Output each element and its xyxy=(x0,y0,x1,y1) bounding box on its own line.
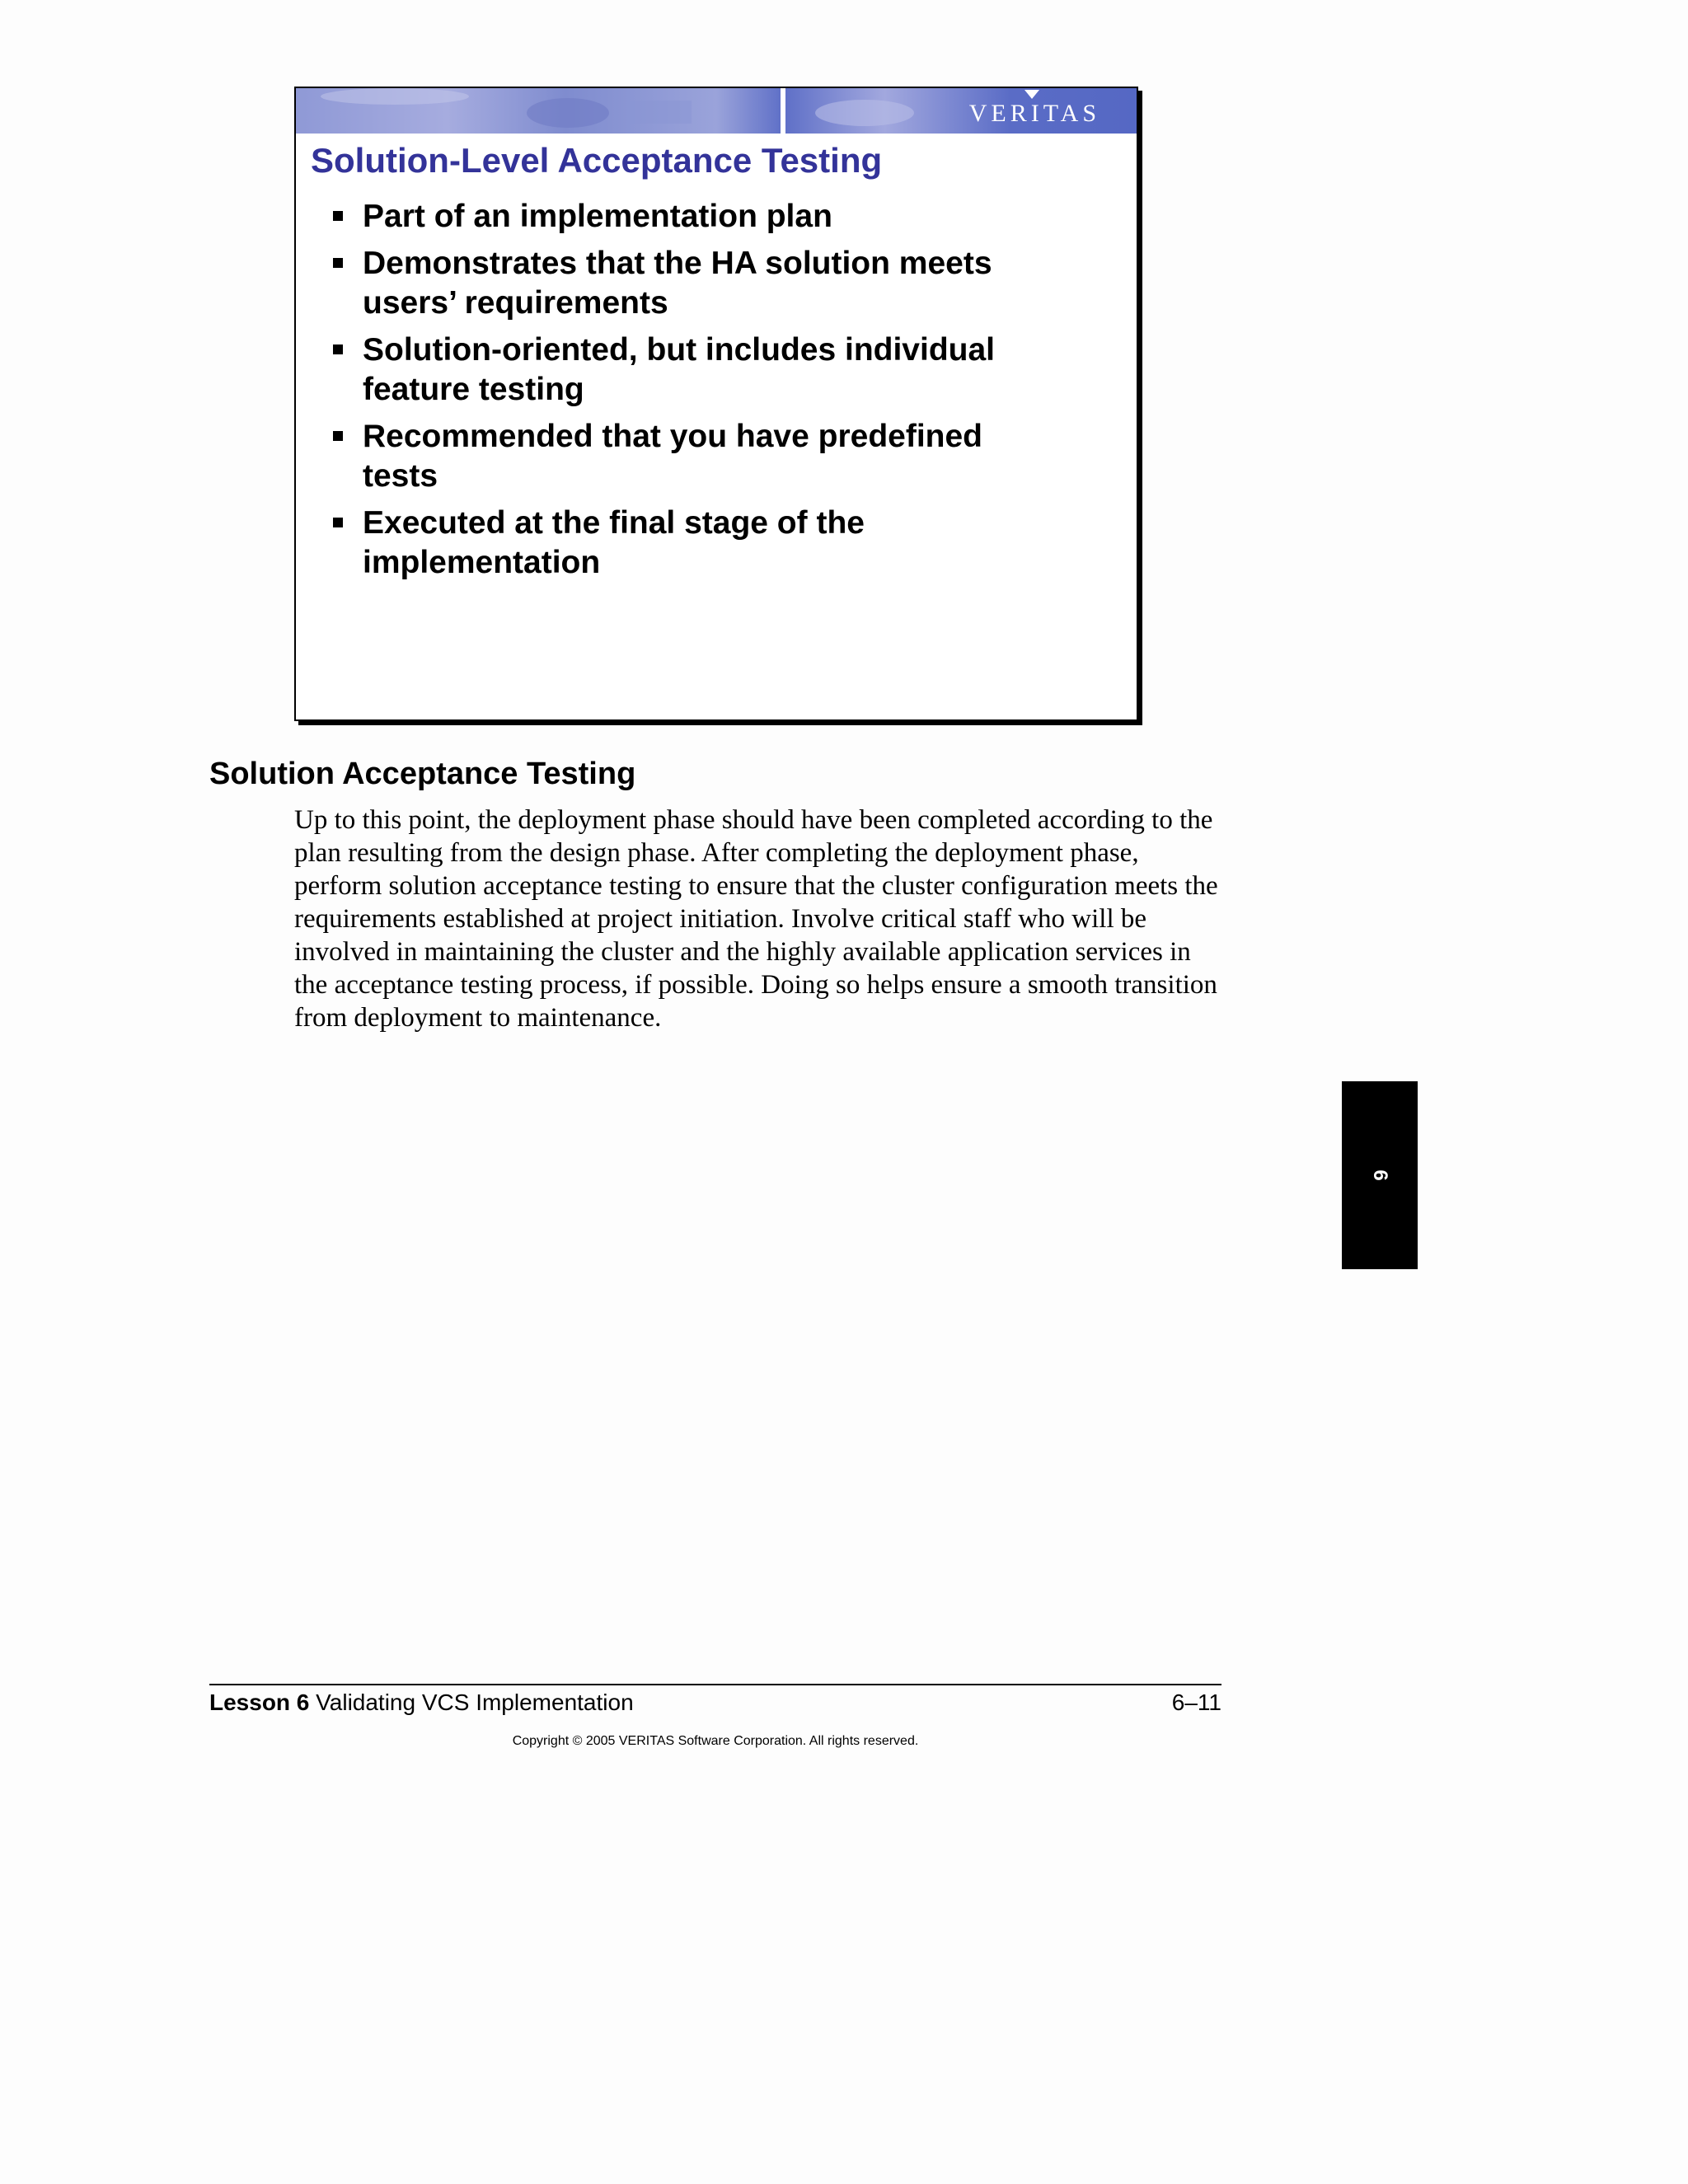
bullet-item xyxy=(333,417,1042,496)
bullet-item xyxy=(333,330,1042,410)
section-heading: Solution Acceptance Testing xyxy=(209,757,636,791)
slide-bullet-list xyxy=(333,197,1042,590)
square-bullet-icon xyxy=(333,431,343,441)
chapter-tab xyxy=(1342,1081,1418,1269)
bullet-item xyxy=(333,244,1042,323)
slide-title: Solution-Level Acceptance Testing xyxy=(311,141,883,180)
chapter-tab-number: 6 xyxy=(1369,1169,1391,1181)
banner-divider xyxy=(781,88,785,134)
bullet-text: Recommended that you have predefined tests xyxy=(363,419,982,494)
slide xyxy=(294,87,1138,721)
body-paragraph: Up to this point, the deployment phase should have been completed according to the plan resulting from the design phase. After completing the deployment phase, perform solution acceptance testing to ensure that the cluster configuration meets the requirements established at project initiation. Involve critical staff who will be involved in maintaining the cluster and the highly available application services in the acceptance testing process, if possible. Doing so helps ensure a smooth transition from deployment to maintenance. xyxy=(294,805,1218,1033)
square-bullet-icon xyxy=(333,211,343,221)
square-bullet-icon xyxy=(333,518,343,527)
bullet-item xyxy=(333,504,1042,583)
slide-banner xyxy=(296,88,1137,134)
bullet-item xyxy=(333,197,1042,237)
bullet-text: Demonstrates that the HA solution meets users’ requirements xyxy=(363,246,992,321)
square-bullet-icon xyxy=(333,258,343,268)
footer-lesson-label: Lesson 6 xyxy=(209,1690,310,1715)
footer-rule xyxy=(209,1684,1221,1685)
square-bullet-icon xyxy=(333,344,343,354)
footer-page-number: 6–11 xyxy=(1171,1690,1221,1715)
footer-lesson xyxy=(209,1690,634,1716)
bullet-text: Solution-oriented, but includes individual feature testing xyxy=(363,332,995,407)
veritas-logo-mark-icon xyxy=(1025,90,1039,99)
bullet-text: Executed at the final stage of the implementation xyxy=(363,505,865,580)
copyright-notice: Copyright © 2005 VERITAS Software Corporation. All rights reserved. xyxy=(512,1734,919,1748)
veritas-logo: VERITAS xyxy=(968,100,1100,127)
bullet-text: Part of an implementation plan xyxy=(363,199,832,234)
footer-lesson-title: Validating VCS Implementation xyxy=(316,1690,634,1715)
